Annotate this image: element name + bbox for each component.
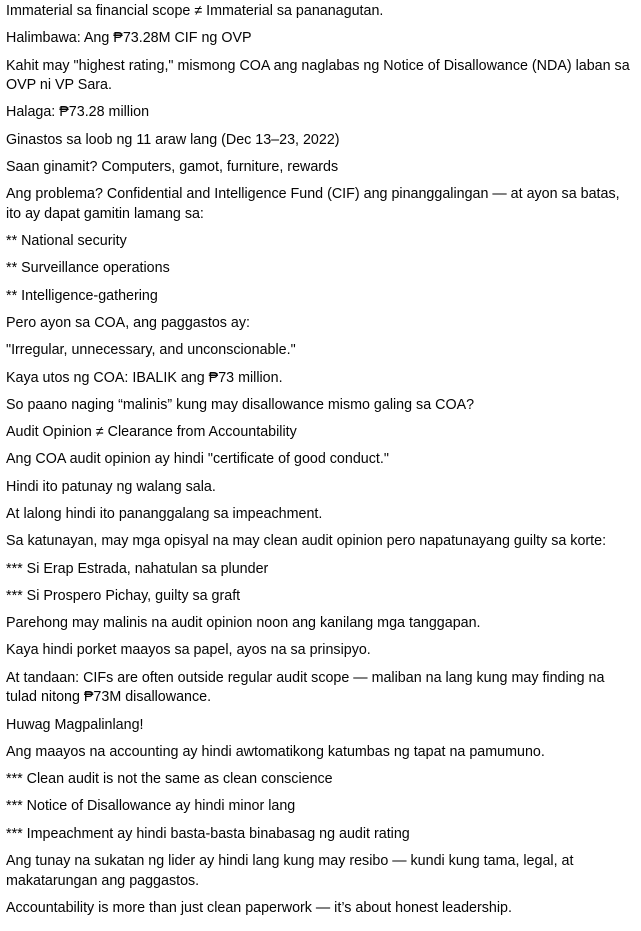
post-paragraph: Parehong may malinis na audit opinion noon ang kanilang mga tanggapan. [6,615,481,632]
post-section-heading: Audit Opinion ≠ Clearance from Accountability [6,424,297,441]
post-paragraph: Ginastos sa loob ng 11 araw lang (Dec 13–23, 2022) [6,131,340,148]
post-paragraph: Halimbawa: Ang ₱73.28M CIF ng OVP [6,30,252,47]
post-paragraph: Ang problema? Confidential and Intelligence Fund (CIF) ang pinanggalingan — at ayon sa batas, ito ay dapat gamitin lamang sa: [6,186,620,222]
post-list-item: *** Notice of Disallowance ay hindi minor lang [6,798,296,815]
post-paragraph: Pero ayon sa COA, ang paggastos ay: [6,315,250,331]
post-paragraph: Ang COA audit opinion ay hindi "certificate of good conduct." [6,451,389,468]
post-paragraph: Hindi ito patunay ng walang sala. [6,478,216,495]
post-paragraph: At lalong hindi ito pananggalang sa impeachment. [6,505,323,522]
post-list-item: *** Si Prospero Pichay, guilty sa graft [6,587,241,604]
post-list-item: *** Impeachment ay hindi basta-basta binabasag ng audit rating [6,825,410,842]
post-paragraph: Halaga: ₱73.28 million [6,104,150,121]
post-paragraph: Kahit may "highest rating," mismong COA ang naglabas ng Notice of Disallowance (NDA) laban sa OVP ni VP Sara. [6,57,630,94]
post-list-item: *** Si Erap Estrada, nahatulan sa plunder [6,560,269,577]
post-paragraph: Ang maayos na accounting ay hindi awtomatikong katumbas ng tapat na pamumuno. [6,743,545,760]
post-paragraph: At tandaan: CIFs are often outside regular audit scope — maliban na lang kung may finding na tulad nitong ₱73M disallowance. [6,669,605,706]
post-quote: "Irregular, unnecessary, and unconscionable." [6,342,296,359]
post-list-item: ** Surveillance operations [6,260,170,277]
post-closing-line: Accountability is more than just clean paperwork — it’s about honest leadership. [6,899,512,916]
post-paragraph: Saan ginamit? Computers, gamot, furniture, rewards [6,159,339,175]
post-paragraph: So paano naging “malinis” kung may disallowance mismo galing sa COA? [6,396,475,413]
post-paragraph: Kaya hindi porket maayos sa papel, ayos na sa prinsipyo. [6,642,371,659]
post-paragraph: Immaterial sa financial scope ≠ Immaterial sa pananagutan. [6,3,384,19]
post-paragraph: Sa katunayan, may mga opisyal na may clean audit opinion pero napatunayang guilty sa korte: [6,533,607,550]
post-section-heading: Huwag Magpalinlang! [6,716,144,733]
post-list-item: ** National security [6,233,127,250]
post-paragraph: Ang tunay na sukatan ng lider ay hindi lang kung may resibo — kundi kung tama, legal, at makatarungan ang paggastos. [6,852,574,889]
post-list-item: *** Clean audit is not the same as clean conscience [6,771,333,788]
post-paragraph: Kaya utos ng COA: IBALIK ang ₱73 million. [6,369,283,386]
post-list-item: ** Intelligence-gathering [6,287,158,304]
